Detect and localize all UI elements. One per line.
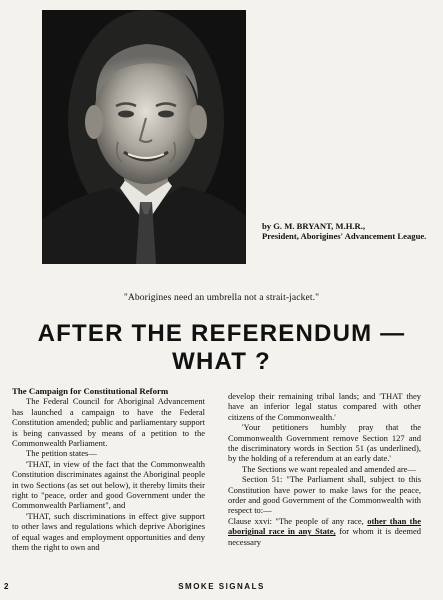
paragraph: 'THAT, in view of the fact that the Commonwealth Constitution discriminates against the Aboriginal people in two Sections (as set out below), it thereby limits their right to "peace, order and good Government under the Commonwealth Parliament", and: [12, 458, 205, 511]
paragraph: The Federal Council for Aboriginal Advancement has launched a campaign to have the Federal Constitution amended; public and parliamentary support is being canvassed by means of a petition to the Commonwealth Parliament.: [12, 396, 205, 449]
clause-suffix: for whom it is deemed necessary: [228, 526, 422, 547]
pull-quote: "Aborigines need an umbrella not a strait-jacket.": [123, 292, 320, 303]
portrait-photo: [42, 10, 246, 264]
article-headline: AFTER THE REFERENDUM — WHAT ?: [37, 320, 406, 375]
right-column: [228, 391, 421, 547]
portrait-figure: [42, 10, 246, 264]
paragraph: The petition states—: [26, 448, 97, 459]
clause-emphasis: other than the aboriginal race in any State,: [228, 515, 421, 537]
publication-name: SMOKE SIGNALS: [178, 582, 265, 591]
paragraph: develop their remaining tribal lands; and 'THAT they have an inferior legal status compared with other citizens of the Commonwealth.': [228, 391, 421, 422]
paragraph: Section 51: "The Parliament shall, subject to this Constitution have power to make laws for the peace, order and good Government of the Commonwealth with respect to:—: [228, 474, 421, 516]
page-number: 2: [4, 582, 9, 591]
left-column: [12, 386, 205, 553]
paragraph: The Sections we want repealed and amended are—: [242, 463, 416, 474]
clause-paragraph: [228, 516, 421, 547]
clause-prefix: Clause xxvi: "The people of any race,: [228, 515, 364, 526]
author-byline: [262, 221, 438, 242]
byline-author: by G. M. BRYANT, M.H.R.,: [262, 221, 366, 231]
section-subhead: The Campaign for Constitutional Reform: [12, 386, 169, 396]
byline-title: President, Aborigines' Advancement League.: [262, 231, 427, 242]
paragraph: 'Your petitioners humbly pray that the Commonwealth Government remove Section 127 and the discriminatory words in Section 51 (as underlined), by the holding of a referendum at an early date.': [228, 422, 421, 464]
paragraph: 'THAT, such discriminations in effect give support to other laws and regulations which deprive Aborigines of equal wages and employment opportunities and deny them the right to own and: [12, 510, 205, 553]
